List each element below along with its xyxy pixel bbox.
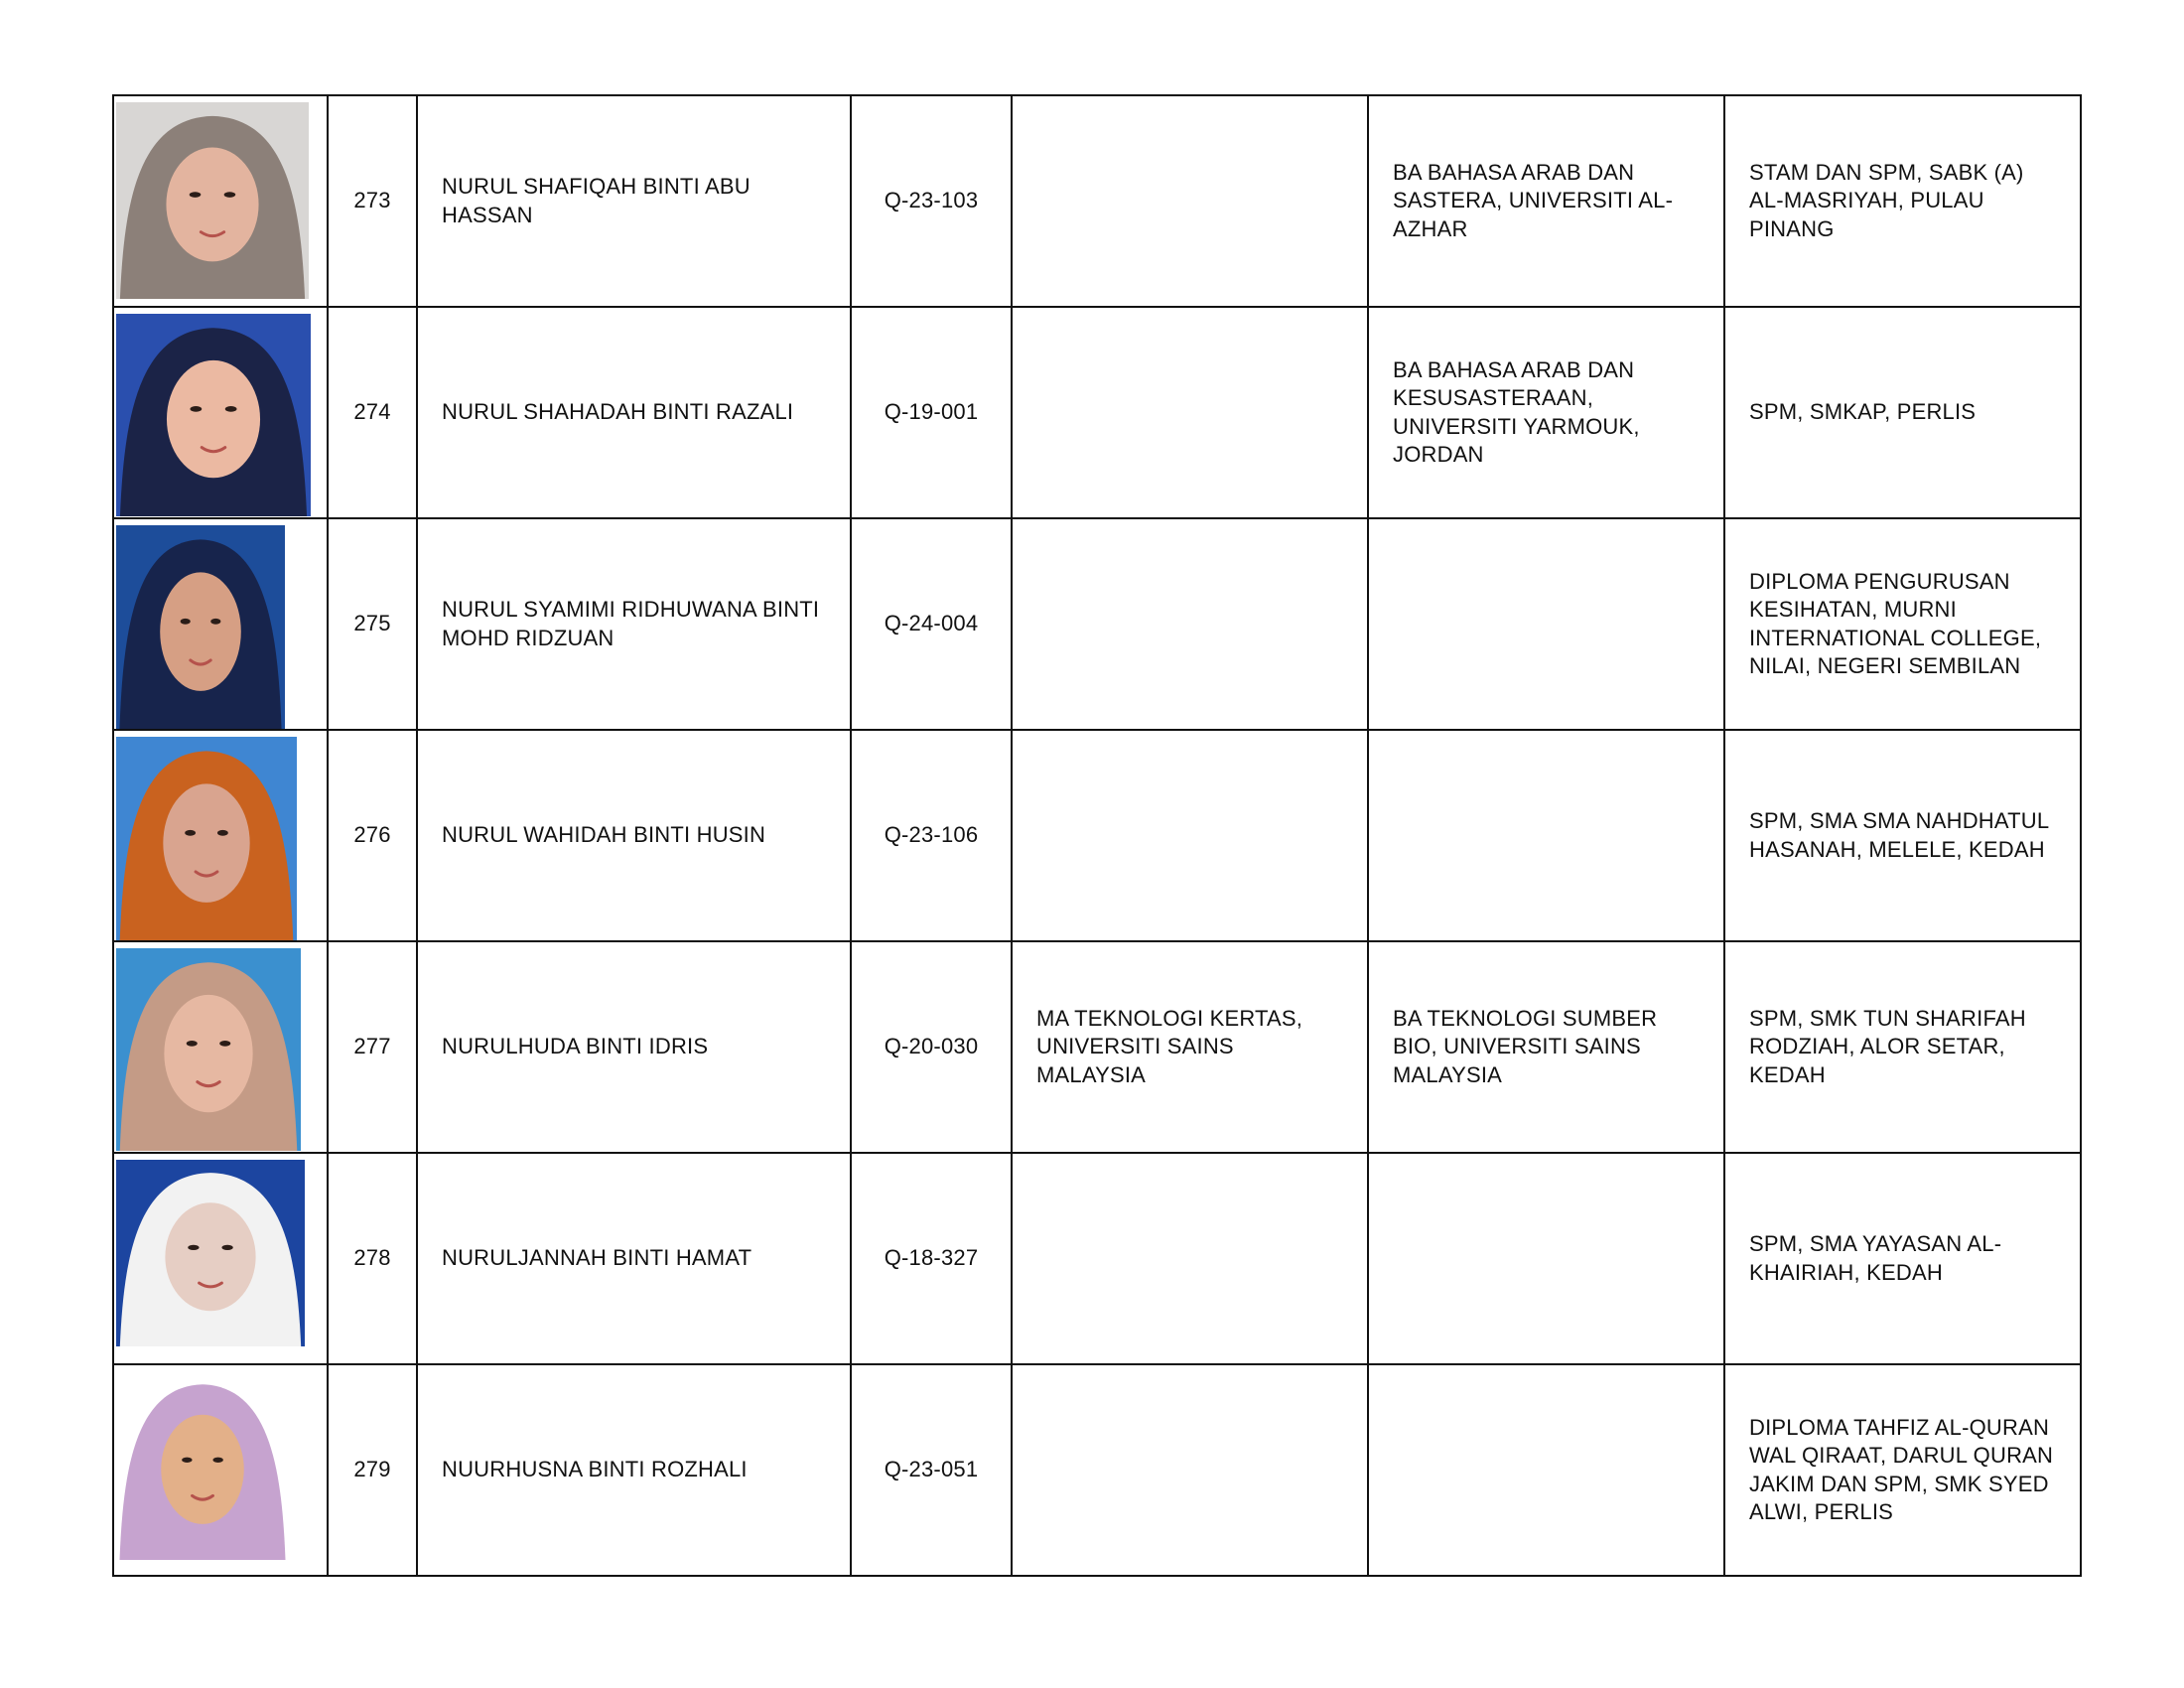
student-photo <box>116 948 301 1151</box>
eye-right <box>224 192 236 198</box>
eye-right <box>225 406 237 412</box>
degree-qualification <box>1368 1364 1724 1576</box>
degree-qualification <box>1368 1153 1724 1364</box>
row-number: 273 <box>328 95 417 307</box>
photo-cell <box>113 95 328 307</box>
school-qualification: SPM, SMKAP, PERLIS <box>1724 307 2081 518</box>
portrait-svg <box>116 1371 289 1560</box>
masters-qualification <box>1012 1364 1368 1576</box>
degree-qualification: BA TEKNOLOGI SUMBER BIO, UNIVERSITI SAINS MALAYSIA <box>1368 941 1724 1153</box>
school-qualification: SPM, SMK TUN SHARIFAH RODZIAH, ALOR SETAR, KEDAH <box>1724 941 2081 1153</box>
school-qualification: STAM DAN SPM, SABK (A) AL-MASRIYAH, PULAU PINANG <box>1724 95 2081 307</box>
student-photo <box>116 314 311 516</box>
masters-qualification <box>1012 518 1368 730</box>
photo-cell <box>113 730 328 941</box>
photo-cell <box>113 518 328 730</box>
masters-qualification <box>1012 1153 1368 1364</box>
eye-left <box>182 1458 192 1463</box>
table-row <box>113 1364 2081 1576</box>
face-shape <box>166 148 258 262</box>
eye-left <box>190 406 202 412</box>
eye-left <box>181 619 191 625</box>
row-number: 274 <box>328 307 417 518</box>
school-qualification: SPM, SMA YAYASAN AL-KHAIRIAH, KEDAH <box>1724 1153 2081 1364</box>
student-code: Q-20-030 <box>851 941 1012 1153</box>
eye-right <box>217 830 228 836</box>
school-qualification: SPM, SMA SMA NAHDHATUL HASANAH, MELELE, KEDAH <box>1724 730 2081 941</box>
row-number: 276 <box>328 730 417 941</box>
student-photo <box>116 102 309 299</box>
student-code: Q-23-051 <box>851 1364 1012 1576</box>
eye-left <box>188 1245 199 1250</box>
student-photo <box>116 1160 305 1346</box>
photo-cell <box>113 1153 328 1364</box>
masters-qualification <box>1012 95 1368 307</box>
student-code: Q-23-103 <box>851 95 1012 307</box>
student-code: Q-23-106 <box>851 730 1012 941</box>
photo-cell <box>113 1364 328 1576</box>
student-photo <box>116 525 285 730</box>
portrait-svg <box>116 102 309 299</box>
portrait-svg <box>116 948 301 1151</box>
table-row <box>113 1153 2081 1364</box>
face-shape <box>161 1415 244 1524</box>
student-roster-table <box>112 94 2082 1577</box>
face-shape <box>160 572 241 690</box>
student-code: Q-24-004 <box>851 518 1012 730</box>
table-row <box>113 95 2081 307</box>
table-row <box>113 518 2081 730</box>
portrait-svg <box>116 525 285 730</box>
eye-right <box>212 1458 222 1463</box>
row-number: 275 <box>328 518 417 730</box>
eye-left <box>185 830 196 836</box>
eye-left <box>190 192 202 198</box>
photo-cell <box>113 941 328 1153</box>
face-shape <box>167 360 260 478</box>
student-photo <box>116 1371 289 1560</box>
student-photo <box>116 737 297 941</box>
row-number: 279 <box>328 1364 417 1576</box>
portrait-svg <box>116 737 297 941</box>
degree-qualification <box>1368 518 1724 730</box>
table-row <box>113 941 2081 1153</box>
table-row <box>113 307 2081 518</box>
row-number: 278 <box>328 1153 417 1364</box>
face-shape <box>164 995 252 1112</box>
student-code: Q-19-001 <box>851 307 1012 518</box>
eye-right <box>210 619 220 625</box>
face-shape <box>165 1202 255 1311</box>
portrait-svg <box>116 1160 305 1346</box>
eye-right <box>221 1245 232 1250</box>
school-qualification: DIPLOMA TAHFIZ AL-QURAN WAL QIRAAT, DARUL QURAN JAKIM DAN SPM, SMK SYED ALWI, PERLIS <box>1724 1364 2081 1576</box>
student-code: Q-18-327 <box>851 1153 1012 1364</box>
eye-right <box>219 1041 230 1047</box>
face-shape <box>163 783 249 902</box>
student-name: NURUL SHAHADAH BINTI RAZALI <box>417 307 851 518</box>
degree-qualification: BA BAHASA ARAB DAN KESUSASTERAAN, UNIVERSITI YARMOUK, JORDAN <box>1368 307 1724 518</box>
portrait-svg <box>116 314 311 516</box>
student-name: NURULHUDA BINTI IDRIS <box>417 941 851 1153</box>
degree-qualification <box>1368 730 1724 941</box>
degree-qualification: BA BAHASA ARAB DAN SASTERA, UNIVERSITI AL-AZHAR <box>1368 95 1724 307</box>
masters-qualification <box>1012 730 1368 941</box>
masters-qualification: MA TEKNOLOGI KERTAS, UNIVERSITI SAINS MALAYSIA <box>1012 941 1368 1153</box>
table-row <box>113 730 2081 941</box>
student-name: NURUL WAHIDAH BINTI HUSIN <box>417 730 851 941</box>
student-name: NURUL SYAMIMI RIDHUWANA BINTI MOHD RIDZUAN <box>417 518 851 730</box>
student-name: NURUL SHAFIQAH BINTI ABU HASSAN <box>417 95 851 307</box>
school-qualification: DIPLOMA PENGURUSAN KESIHATAN, MURNI INTERNATIONAL COLLEGE, NILAI, NEGERI SEMBILAN <box>1724 518 2081 730</box>
eye-left <box>187 1041 198 1047</box>
row-number: 277 <box>328 941 417 1153</box>
student-name: NURULJANNAH BINTI HAMAT <box>417 1153 851 1364</box>
student-name: NUURHUSNA BINTI ROZHALI <box>417 1364 851 1576</box>
masters-qualification <box>1012 307 1368 518</box>
photo-cell <box>113 307 328 518</box>
